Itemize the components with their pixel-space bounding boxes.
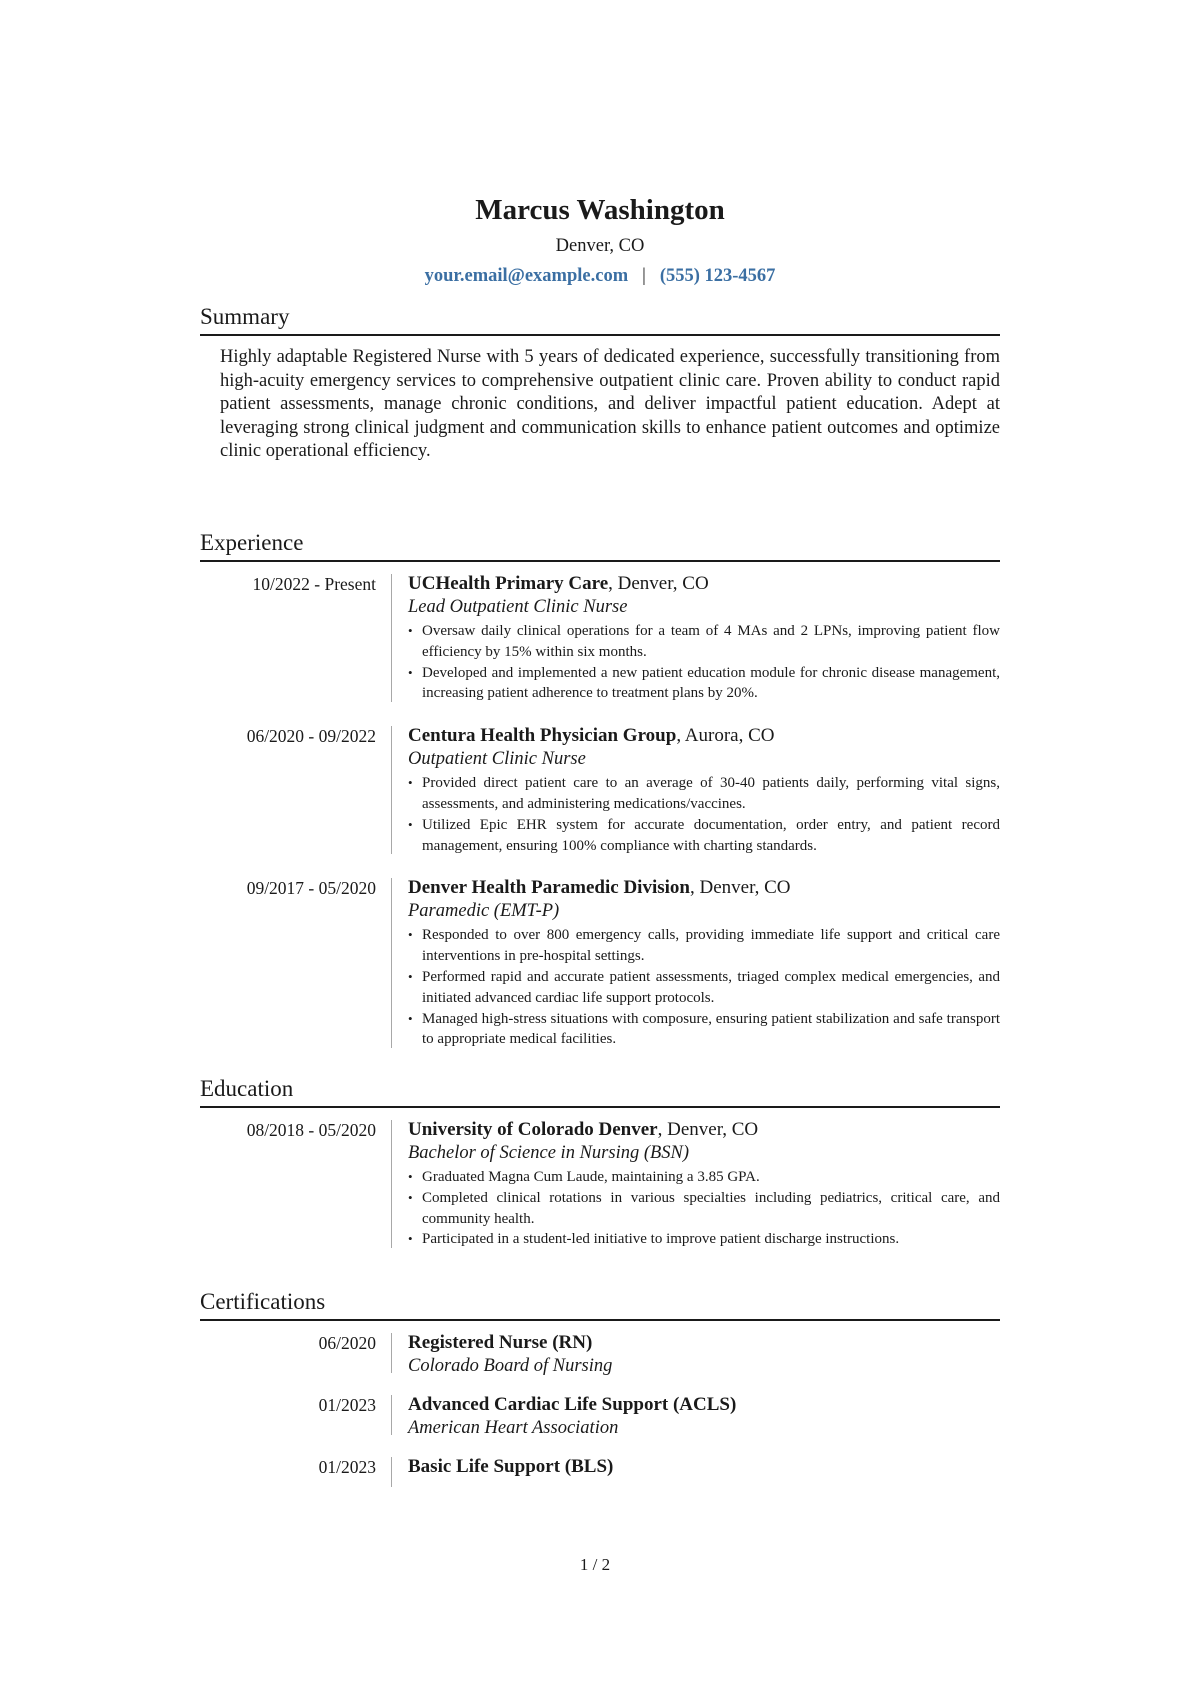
entry-divider [391,1395,392,1435]
entry-date: 10/2022 - Present [252,574,376,594]
list-item: • Graduated Magna Cum Laude, maintaining a 3.85 GPA. [408,1167,1000,1188]
entry-role: Lead Outpatient Clinic Nurse [408,597,628,617]
entry-role: Bachelor of Science in Nursing (BSN) [408,1143,690,1163]
entry-divider [391,726,392,854]
resume-header [200,190,1000,290]
entry-date: 01/2023 [318,1457,376,1477]
certification-name [408,1393,1000,1417]
certification-title: Advanced Cardiac Life Support (ACLS) [408,1394,737,1415]
experience-entry [200,724,1000,856]
list-item: • Completed clinical rotations in various specialties including pediatrics, critical care, and community health. [408,1188,1000,1230]
contact-line [200,262,1000,290]
entry-divider [391,878,392,1048]
organization-place: , Denver, CO [657,1119,759,1140]
certifications-section [200,1287,1000,1485]
contact-separator: | [642,266,646,286]
organization-place: , Aurora, CO [676,725,775,747]
phone-link[interactable]: (555) 123-4567 [659,266,776,286]
entry-role: Paramedic (EMT-P) [408,901,560,922]
candidate-name: Marcus Washington [475,194,725,226]
experience-section [200,528,1000,1050]
certification-entry [200,1455,1000,1485]
entry-organization [408,572,1000,596]
certification-issuer: Colorado Board of Nursing [408,1356,613,1376]
certification-issuer: American Heart Association [408,1418,619,1438]
entry-bullets [408,621,1000,704]
education-section [200,1074,1000,1250]
entry-date: 01/2023 [318,1395,376,1415]
certification-entry [200,1331,1000,1377]
organization-place: , Denver, CO [608,573,709,594]
list-item: • Oversaw daily clinical operations for a team of 4 MAs and 2 LPNs, improving patient flow efficiency by 15% within six months. [408,621,1000,663]
list-item: • Developed and implemented a new patient education module for chronic disease management, increasing patient adherence to treatment plans by 20%. [408,663,1000,705]
organization-name: Centura Health Physician Group [408,725,677,747]
entry-bullets [408,925,1000,1050]
certification-title: Basic Life Support (BLS) [408,1456,614,1477]
entry-date: 09/2017 - 05/2020 [246,878,376,899]
list-item: • Utilized Epic EHR system for accurate documentation, order entry, and patient record management, ensuring 100% compliance with charting standards. [408,815,1000,857]
certification-entry [200,1393,1000,1439]
list-item: • Responded to over 800 emergency calls, providing immediate life support and critical care interventions in pre-hospital settings. [408,925,1000,967]
entry-role: Outpatient Clinic Nurse [408,749,586,770]
entry-bullets [408,773,1000,856]
section-title: Summary [200,302,1000,336]
entry-bullets [408,1167,1000,1250]
section-title: Certifications [200,1287,1000,1321]
entry-divider [391,574,392,702]
certification-name [408,1455,1000,1479]
section-title: Experience [200,528,1000,562]
entry-date: 06/2020 - 09/2022 [246,726,376,747]
entry-date: 06/2020 [318,1333,376,1353]
summary-section [200,302,1000,464]
organization-name: Denver Health Paramedic Division [408,877,690,899]
entry-divider [391,1457,392,1487]
entry-organization [408,876,1000,900]
entry-organization [408,1118,1000,1142]
list-item: • Performed rapid and accurate patient assessments, triaged complex medical emergencies, and initiated advanced cardiac life support protocols. [408,967,1000,1009]
email-link[interactable]: your.email@example.com [424,266,629,286]
entry-divider [391,1333,392,1373]
entry-divider [391,1120,392,1248]
organization-place: , Denver, CO [689,877,791,899]
entry-date: 08/2018 - 05/2020 [246,1120,376,1140]
list-item: • Participated in a student-led initiative to improve patient discharge instructions. [408,1229,1000,1250]
list-item: • Managed high-stress situations with composure, ensuring patient stabilization and safe transport to appropriate medical facilities. [408,1009,1000,1051]
certification-title: Registered Nurse (RN) [408,1332,593,1353]
page-indicator: 1 / 2 [579,1555,611,1574]
candidate-location: Denver, CO [555,236,645,256]
entry-organization [408,724,1000,748]
education-entry [200,1118,1000,1250]
certification-name [408,1331,1000,1355]
summary-text: Highly adaptable Registered Nurse with 5 years of dedicated experience, successfully transitioning from high-acuity emergency services to comprehensive outpatient clinic care. Proven ability to conduct rapid patient assessments, manage chronic conditions, and deliver impactful patient education. Adept at leveraging strong clinical judgment and communication skills to enhance patient outcomes and optimize clinic operational efficiency. [220,347,1000,461]
organization-name: UCHealth Primary Care [408,573,609,594]
experience-entry [200,572,1000,704]
section-title: Education [200,1074,1000,1108]
organization-name: University of Colorado Denver [408,1119,658,1140]
list-item: • Provided direct patient care to an average of 30-40 patients daily, performing vital signs, assessments, and administering medications/vaccines. [408,773,1000,815]
experience-entry [200,876,1000,1050]
